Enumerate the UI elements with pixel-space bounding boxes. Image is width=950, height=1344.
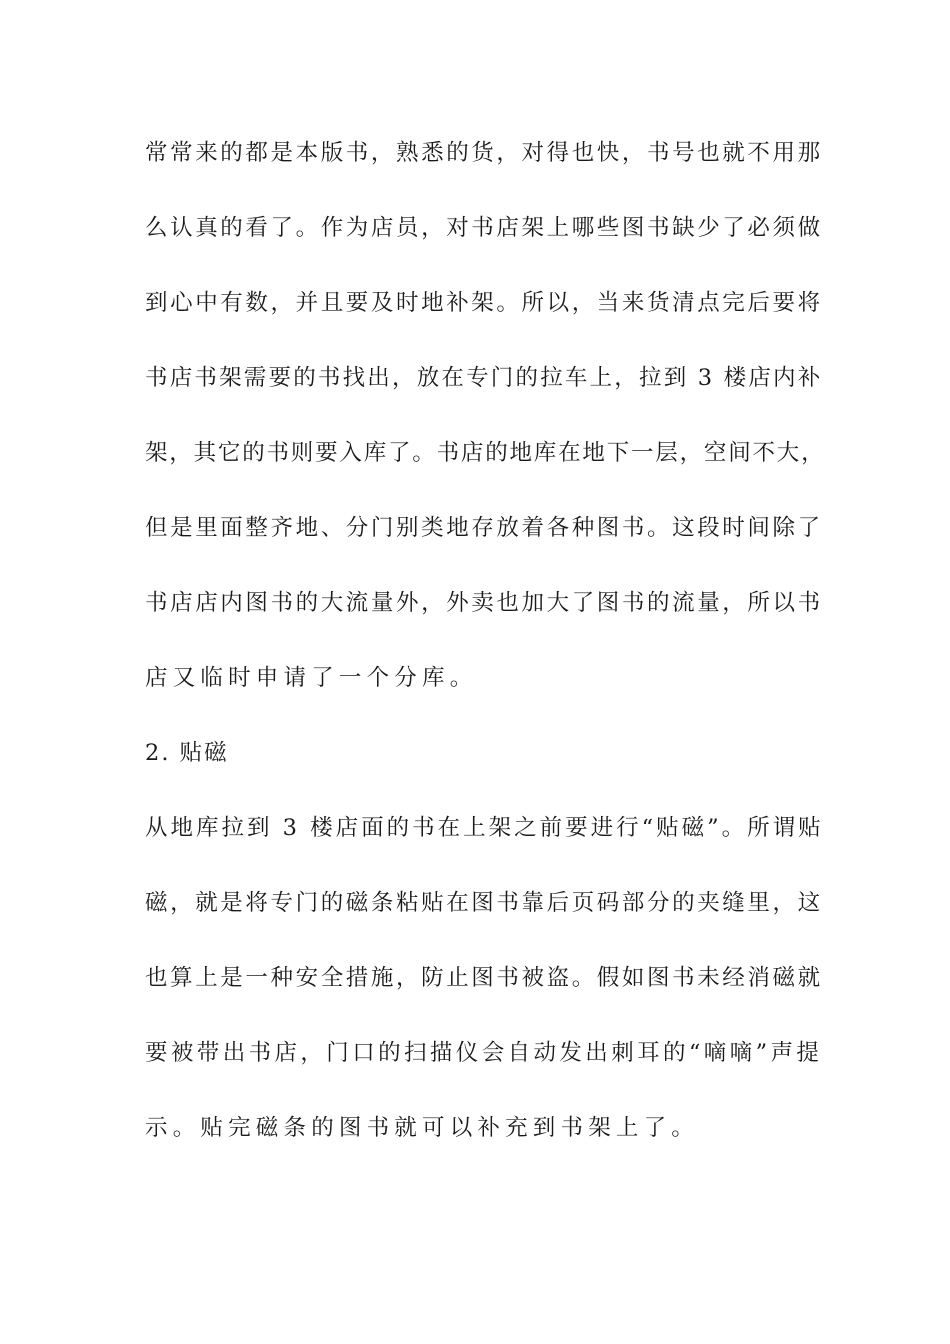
paragraph-line: 店又临时申请了一个分库。: [145, 665, 478, 691]
paragraph-line: 常常来的都是本版书，熟悉的货，对得也快，书号也就不用那: [145, 140, 823, 166]
paragraph-line: 到心中有数，并且要及时地补架。所以，当来货清点完后要将: [145, 290, 823, 316]
paragraph-line: 但是里面整齐地、分门别类地存放着各种图书。这段时间除了: [145, 515, 823, 541]
paragraph-line: 要被带出书店，门口的扫描仪会自动发出刺耳的“嘀嘀”声提: [145, 1040, 823, 1066]
paragraph-line: 书店店内图书的大流量外，外卖也加大了图书的流量，所以书: [145, 590, 823, 616]
paragraph-line: 示。贴完磁条的图书就可以补充到书架上了。: [145, 1115, 700, 1141]
paragraph-line: 也算上是一种安全措施，防止图书被盗。假如图书未经消磁就: [145, 965, 823, 991]
section-heading: 2. 贴磁: [145, 740, 229, 766]
paragraph-line: 么认真的看了。作为店员，对书店架上哪些图书缺少了必须做: [145, 215, 823, 241]
document-body: [145, 133, 826, 1183]
paragraph-line: 书店书架需要的书找出，放在专门的拉车上，拉到 3 楼店内补: [145, 365, 823, 391]
paragraph-line: 磁，就是将专门的磁条粘贴在图书靠后页码部分的夹缝里，这: [145, 890, 823, 916]
paragraph-line: 架，其它的书则要入库了。书店的地库在地下一层，空间不大，: [145, 440, 826, 466]
paragraph-line: 从地库拉到 3 楼店面的书在上架之前要进行“贴磁”。所谓贴: [145, 815, 824, 841]
